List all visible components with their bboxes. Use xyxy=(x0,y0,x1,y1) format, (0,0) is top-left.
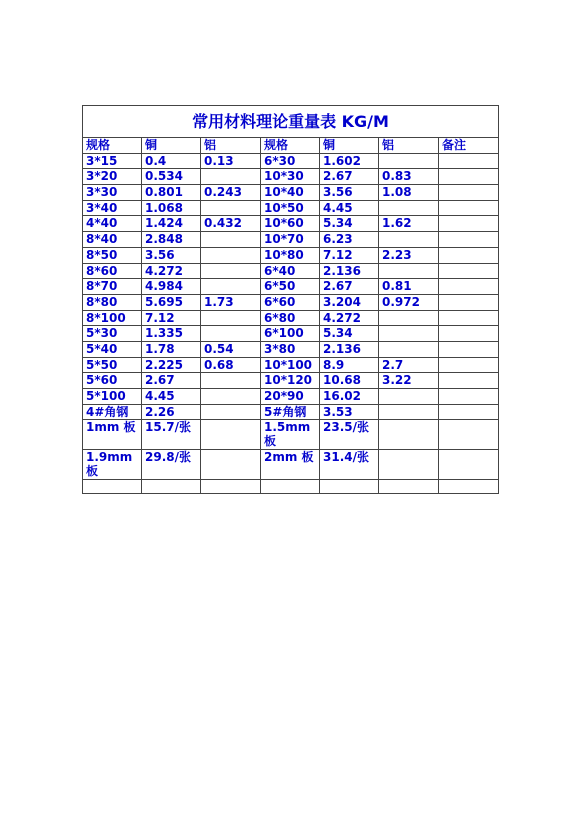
table-cell: 29.8/张 xyxy=(142,450,201,480)
table-cell: 4.45 xyxy=(320,200,379,216)
table-row xyxy=(83,450,499,480)
table-row xyxy=(83,216,499,232)
table-cell: 2.26 xyxy=(142,404,201,420)
table-cell xyxy=(201,389,261,405)
table-cell xyxy=(201,279,261,295)
table-cell: 4.272 xyxy=(320,310,379,326)
table-row xyxy=(83,279,499,295)
table-cell: 1.335 xyxy=(142,326,201,342)
header-cell-spec-2: 规格 xyxy=(261,138,320,154)
table-cell: 6*50 xyxy=(261,279,320,295)
table-cell: 3.56 xyxy=(142,247,201,263)
table-row xyxy=(83,357,499,373)
table-cell: 16.02 xyxy=(320,389,379,405)
table-cell xyxy=(201,247,261,263)
table-cell: 4.45 xyxy=(142,389,201,405)
table-cell: 1mm 板 xyxy=(83,420,142,450)
table-cell: 1.068 xyxy=(142,200,201,216)
table-cell: 8*40 xyxy=(83,232,142,248)
header-cell-aluminum-2: 铝 xyxy=(379,138,439,154)
table-cell: 3.53 xyxy=(320,404,379,420)
table-cell: 1.602 xyxy=(320,153,379,169)
table-cell: 0.81 xyxy=(379,279,439,295)
table-cell: 5.34 xyxy=(320,326,379,342)
table-cell: 3*80 xyxy=(261,341,320,357)
table-cell: 0.54 xyxy=(201,341,261,357)
table-cell xyxy=(439,326,499,342)
table-cell: 10*60 xyxy=(261,216,320,232)
table-cell: 6*40 xyxy=(261,263,320,279)
table-cell: 4#角钢 xyxy=(83,404,142,420)
table-title: 常用材料理论重量表 KG/M xyxy=(83,106,499,138)
table-row xyxy=(83,153,499,169)
header-cell-spec: 规格 xyxy=(83,138,142,154)
table-cell xyxy=(439,294,499,310)
table-body xyxy=(83,153,499,494)
table-row xyxy=(83,247,499,263)
table-cell xyxy=(439,216,499,232)
table-cell xyxy=(261,480,320,494)
table-cell xyxy=(201,480,261,494)
table-cell: 8*70 xyxy=(83,279,142,295)
table-cell: 3.204 xyxy=(320,294,379,310)
header-cell-copper: 铜 xyxy=(142,138,201,154)
table-cell xyxy=(439,404,499,420)
table-cell xyxy=(201,232,261,248)
material-weight-table xyxy=(82,105,499,494)
table-cell xyxy=(201,450,261,480)
table-cell: 0.83 xyxy=(379,169,439,185)
table-cell xyxy=(320,480,379,494)
table-cell xyxy=(439,480,499,494)
table-cell: 6*80 xyxy=(261,310,320,326)
table-row xyxy=(83,310,499,326)
table-cell: 5.34 xyxy=(320,216,379,232)
table-cell: 2.67 xyxy=(320,169,379,185)
table-cell xyxy=(83,480,142,494)
table-cell xyxy=(201,373,261,389)
table-cell: 6*100 xyxy=(261,326,320,342)
table-cell: 2mm 板 xyxy=(261,450,320,480)
table-cell xyxy=(201,326,261,342)
table-cell: 0.432 xyxy=(201,216,261,232)
table-cell: 0.13 xyxy=(201,153,261,169)
table-cell xyxy=(201,200,261,216)
table-cell: 3.22 xyxy=(379,373,439,389)
table-cell xyxy=(379,263,439,279)
table-cell: 8*60 xyxy=(83,263,142,279)
table-cell xyxy=(201,404,261,420)
table-cell: 5*50 xyxy=(83,357,142,373)
table-cell xyxy=(439,373,499,389)
table-cell: 10*50 xyxy=(261,200,320,216)
table-cell xyxy=(439,389,499,405)
table-cell xyxy=(379,341,439,357)
table-cell xyxy=(439,310,499,326)
table-cell xyxy=(379,326,439,342)
table-cell xyxy=(379,450,439,480)
table-cell: 6.23 xyxy=(320,232,379,248)
table-cell: 0.972 xyxy=(379,294,439,310)
table-cell: 5*100 xyxy=(83,389,142,405)
table-cell: 2.136 xyxy=(320,341,379,357)
table-cell xyxy=(439,450,499,480)
table-cell: 10*70 xyxy=(261,232,320,248)
table-cell: 3.56 xyxy=(320,185,379,201)
table-row xyxy=(83,294,499,310)
table-row xyxy=(83,326,499,342)
table-cell: 3*20 xyxy=(83,169,142,185)
table-cell: 1.73 xyxy=(201,294,261,310)
table-cell xyxy=(439,420,499,450)
table-cell: 0.801 xyxy=(142,185,201,201)
table-cell: 0.4 xyxy=(142,153,201,169)
table-row xyxy=(83,185,499,201)
table-cell: 15.7/张 xyxy=(142,420,201,450)
table-cell xyxy=(379,310,439,326)
table-cell: 2.67 xyxy=(142,373,201,389)
table-cell: 0.534 xyxy=(142,169,201,185)
table-cell xyxy=(379,200,439,216)
table-row xyxy=(83,373,499,389)
table-cell xyxy=(201,169,261,185)
table-cell: 6*60 xyxy=(261,294,320,310)
table-cell: 20*90 xyxy=(261,389,320,405)
table-cell: 1.5mm 板 xyxy=(261,420,320,450)
table-row xyxy=(83,232,499,248)
table-cell xyxy=(379,389,439,405)
table-cell: 1.424 xyxy=(142,216,201,232)
table-cell: 4.272 xyxy=(142,263,201,279)
table-cell: 5.695 xyxy=(142,294,201,310)
table-cell: 23.5/张 xyxy=(320,420,379,450)
table-cell xyxy=(142,480,201,494)
table-row xyxy=(83,341,499,357)
table-cell xyxy=(379,480,439,494)
table-cell: 7.12 xyxy=(320,247,379,263)
table-cell xyxy=(379,404,439,420)
header-cell-copper-2: 铜 xyxy=(320,138,379,154)
header-cell-remarks: 备注 xyxy=(439,138,499,154)
table-cell: 10*40 xyxy=(261,185,320,201)
table-cell: 2.136 xyxy=(320,263,379,279)
table-cell: 3*30 xyxy=(83,185,142,201)
table-cell: 3*15 xyxy=(83,153,142,169)
table-cell: 8.9 xyxy=(320,357,379,373)
table-cell: 2.848 xyxy=(142,232,201,248)
table-row xyxy=(83,263,499,279)
table-cell xyxy=(439,247,499,263)
table-cell: 0.68 xyxy=(201,357,261,373)
table-cell xyxy=(439,263,499,279)
table-cell: 10*100 xyxy=(261,357,320,373)
table-row xyxy=(83,169,499,185)
table-cell: 6*30 xyxy=(261,153,320,169)
table-cell: 10*80 xyxy=(261,247,320,263)
table-cell: 1.78 xyxy=(142,341,201,357)
table-cell: 7.12 xyxy=(142,310,201,326)
table-cell: 8*80 xyxy=(83,294,142,310)
table-cell: 5*60 xyxy=(83,373,142,389)
table-cell: 1.9mm 板 xyxy=(83,450,142,480)
header-row xyxy=(83,138,499,154)
table-cell: 0.243 xyxy=(201,185,261,201)
table-cell: 3*40 xyxy=(83,200,142,216)
table-row xyxy=(83,200,499,216)
table-cell xyxy=(439,279,499,295)
table-cell xyxy=(439,357,499,373)
table-cell: 10*30 xyxy=(261,169,320,185)
table-cell: 2.23 xyxy=(379,247,439,263)
table-cell xyxy=(439,200,499,216)
table-cell: 2.67 xyxy=(320,279,379,295)
table-cell: 8*100 xyxy=(83,310,142,326)
table-row xyxy=(83,389,499,405)
table-cell: 2.225 xyxy=(142,357,201,373)
table-cell: 5*40 xyxy=(83,341,142,357)
table-cell xyxy=(201,420,261,450)
table-cell: 31.4/张 xyxy=(320,450,379,480)
table-cell: 4*40 xyxy=(83,216,142,232)
table-cell: 2.7 xyxy=(379,357,439,373)
table-cell: 8*50 xyxy=(83,247,142,263)
table-cell xyxy=(439,341,499,357)
table-cell: 1.08 xyxy=(379,185,439,201)
table-row xyxy=(83,480,499,494)
table-cell xyxy=(201,310,261,326)
table-cell xyxy=(439,185,499,201)
table-cell: 1.62 xyxy=(379,216,439,232)
table-cell xyxy=(379,420,439,450)
header-cell-aluminum: 铝 xyxy=(201,138,261,154)
table-cell: 10*120 xyxy=(261,373,320,389)
table-cell xyxy=(379,153,439,169)
table-cell: 4.984 xyxy=(142,279,201,295)
table-cell: 5*30 xyxy=(83,326,142,342)
table-row xyxy=(83,404,499,420)
table-row xyxy=(83,420,499,450)
table-cell xyxy=(439,153,499,169)
table-cell: 5#角钢 xyxy=(261,404,320,420)
table-cell: 10.68 xyxy=(320,373,379,389)
table-cell xyxy=(439,169,499,185)
table-cell xyxy=(201,263,261,279)
table-cell xyxy=(379,232,439,248)
table-cell xyxy=(439,232,499,248)
